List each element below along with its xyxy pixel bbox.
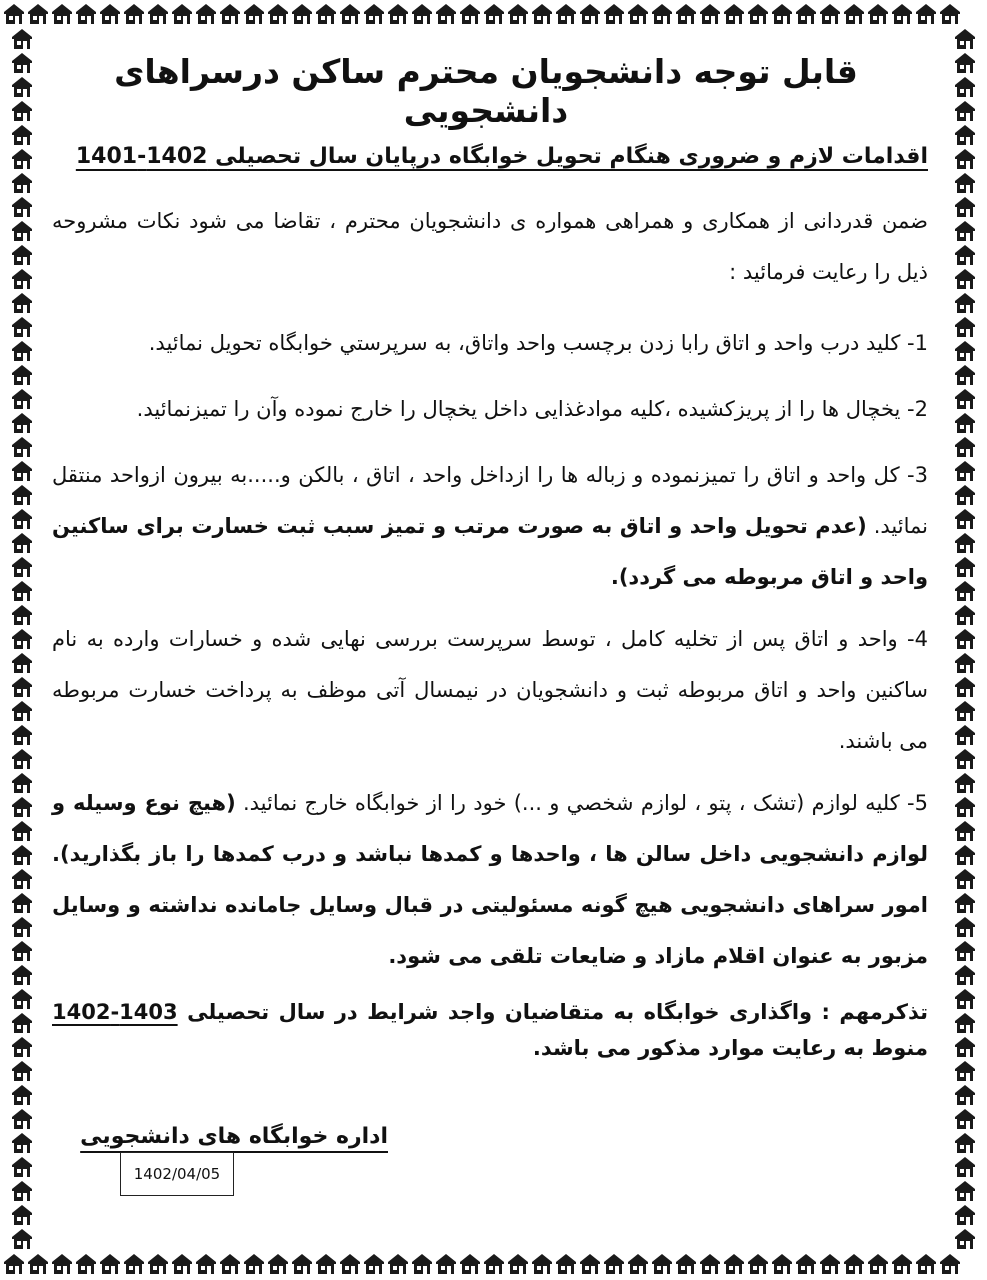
- house-icon: [12, 1157, 32, 1177]
- house-icon: [604, 1254, 624, 1274]
- house-icon: [172, 4, 192, 24]
- house-icon: [12, 581, 32, 601]
- house-icon: [955, 1181, 975, 1201]
- house-icon: [12, 125, 32, 145]
- house-icon: [955, 581, 975, 601]
- house-icon: [12, 677, 32, 697]
- house-icon: [955, 1205, 975, 1225]
- house-icon: [244, 4, 264, 24]
- house-icon: [604, 4, 624, 24]
- item-2-text: 2- یخچال ها را از پریزکشیده ،کلیه موادغذایی داخل یخچال را خارج نموده وآن را تمیزنمائید.: [136, 397, 928, 421]
- house-icon: [12, 989, 32, 1009]
- house-icon: [955, 173, 975, 193]
- house-icon: [955, 821, 975, 841]
- house-icon: [460, 1254, 480, 1274]
- house-icon: [12, 221, 32, 241]
- house-icon: [436, 4, 456, 24]
- house-icon: [76, 4, 96, 24]
- note-prefix: تذکرمهم : واگذاری خوابگاه به متقاضیان واجد شرایط در سال تحصیلی: [187, 1000, 928, 1024]
- house-icon: [700, 4, 720, 24]
- house-icon: [12, 1109, 32, 1129]
- item-2: [52, 384, 928, 435]
- house-icon: [12, 701, 32, 721]
- house-icon: [340, 4, 360, 24]
- house-icon: [955, 341, 975, 361]
- house-icon: [955, 317, 975, 337]
- house-icon: [955, 869, 975, 889]
- house-icon: [12, 413, 32, 433]
- house-icon: [292, 1254, 312, 1274]
- important-note: [52, 994, 928, 1066]
- house-icon: [955, 389, 975, 409]
- house-icon: [12, 149, 32, 169]
- house-icon: [955, 893, 975, 913]
- item-3: [52, 450, 928, 603]
- house-icon: [12, 437, 32, 457]
- house-icon: [124, 4, 144, 24]
- house-icon: [955, 1109, 975, 1129]
- house-icon: [868, 1254, 888, 1274]
- house-icon: [12, 533, 32, 553]
- house-icon: [12, 461, 32, 481]
- house-icon: [12, 629, 32, 649]
- house-icon: [955, 485, 975, 505]
- house-icon: [340, 1254, 360, 1274]
- house-icon: [916, 1254, 936, 1274]
- house-icon: [12, 917, 32, 937]
- house-icon: [12, 1085, 32, 1105]
- note-year: 1403-1402: [52, 1000, 178, 1024]
- notice-content: [48, 30, 936, 1240]
- item-5-bold: (هیچ نوع وسیله و لوازم دانشجویی داخل سالن ها ، واحدها و کمدها نباشد و درب کمدها را باز بگذارید). امور سراهای دانشجویی هیچ گونه مسئولیتی در قبال وسایل جامانده نداشته و وسایل مزبور به عنوان اقلام مازاد و ضایعات تلقی می شود.: [52, 791, 928, 968]
- house-icon: [12, 77, 32, 97]
- house-icon: [12, 773, 32, 793]
- house-icon: [580, 4, 600, 24]
- house-icon: [955, 29, 975, 49]
- house-icon: [580, 1254, 600, 1274]
- house-icon: [652, 4, 672, 24]
- house-icon: [955, 557, 975, 577]
- signature: اداره خوابگاه های دانشجویی: [80, 1124, 388, 1149]
- house-icon: [955, 749, 975, 769]
- house-icon: [12, 269, 32, 289]
- house-icon: [12, 1205, 32, 1225]
- house-icon: [148, 1254, 168, 1274]
- house-icon: [955, 461, 975, 481]
- house-icon: [12, 341, 32, 361]
- house-icon: [955, 101, 975, 121]
- house-icon: [844, 4, 864, 24]
- house-icon: [196, 4, 216, 24]
- house-icon: [955, 701, 975, 721]
- house-icon: [52, 4, 72, 24]
- house-icon: [172, 1254, 192, 1274]
- house-icon: [892, 1254, 912, 1274]
- house-icon: [955, 1229, 975, 1249]
- house-icon: [12, 389, 32, 409]
- house-icon: [12, 293, 32, 313]
- house-icon: [508, 1254, 528, 1274]
- house-icon: [955, 629, 975, 649]
- house-icon: [12, 101, 32, 121]
- house-icon: [868, 4, 888, 24]
- house-icon: [388, 1254, 408, 1274]
- house-icon: [460, 4, 480, 24]
- notice-title: قابل توجه دانشجویان محترم ساکن درسراهای دانشجویی: [114, 52, 858, 130]
- house-icon: [820, 4, 840, 24]
- item-5: [52, 778, 928, 982]
- house-icon: [724, 4, 744, 24]
- house-icon: [12, 869, 32, 889]
- house-icon: [12, 509, 32, 529]
- house-icon: [955, 917, 975, 937]
- house-icon: [955, 293, 975, 313]
- house-icon: [12, 245, 32, 265]
- notice-subtitle: اقدامات لازم و ضروری هنگام تحویل خوابگاه درپایان سال تحصیلی 1402-1401: [75, 144, 928, 169]
- house-icon: [364, 4, 384, 24]
- house-icon: [12, 941, 32, 961]
- house-icon: [12, 173, 32, 193]
- house-icon: [12, 1181, 32, 1201]
- item-4: [52, 614, 928, 767]
- item-5-text: 5- کلیه لوازم (تشک ، پتو ، لوازم شخصي و ...) خود را از خوابگاه خارج نمائید.: [242, 791, 928, 815]
- house-icon: [124, 1254, 144, 1274]
- date-box: [120, 1152, 234, 1196]
- house-icon: [955, 797, 975, 817]
- intro-paragraph: ضمن قدردانی از همکاری و همراهی همواره ی دانشجویان محترم ، تقاضا می شود نکات مشروحه ذیل را رعایت فرمائید :: [52, 209, 928, 284]
- house-icon: [12, 1133, 32, 1153]
- house-icon: [955, 725, 975, 745]
- house-icon: [12, 1037, 32, 1057]
- house-icon: [12, 1229, 32, 1249]
- house-icon: [12, 797, 32, 817]
- house-icon: [820, 1254, 840, 1274]
- item-1-text: 1- کلید درب واحد و اتاق رابا زدن برچسب واحد واتاق، به سرپرستي خوابگاه تحویل نمائید.: [148, 331, 928, 355]
- house-icon: [292, 4, 312, 24]
- house-icon: [748, 4, 768, 24]
- border-right: [947, 0, 987, 1280]
- house-icon: [12, 749, 32, 769]
- house-icon: [484, 1254, 504, 1274]
- house-icon: [955, 653, 975, 673]
- house-icon: [412, 4, 432, 24]
- house-icon: [772, 4, 792, 24]
- house-icon: [12, 725, 32, 745]
- house-icon: [955, 197, 975, 217]
- house-icon: [12, 485, 32, 505]
- house-icon: [556, 4, 576, 24]
- house-icon: [676, 4, 696, 24]
- house-icon: [556, 1254, 576, 1274]
- house-icon: [955, 1013, 975, 1033]
- house-icon: [955, 413, 975, 433]
- house-icon: [628, 4, 648, 24]
- house-icon: [652, 1254, 672, 1274]
- house-icon: [12, 557, 32, 577]
- house-icon: [532, 1254, 552, 1274]
- house-icon: [955, 365, 975, 385]
- house-icon: [955, 677, 975, 697]
- item-4-text: 4- واحد و اتاق پس از تخلیه کامل ، توسط سرپرست بررسی نهایی شده و خسارات وارده به نام ساکنین واحد و اتاق مربوطه ثبت و دانشجویان در نیمسال آتی موظف به پرداخت خسارت مربوطه می باشند.: [52, 627, 928, 753]
- house-icon: [955, 245, 975, 265]
- house-icon: [748, 1254, 768, 1274]
- house-icon: [484, 4, 504, 24]
- house-icon: [700, 1254, 720, 1274]
- house-icon: [12, 893, 32, 913]
- house-icon: [12, 1013, 32, 1033]
- house-icon: [955, 1133, 975, 1153]
- house-icon: [12, 365, 32, 385]
- house-icon: [724, 1254, 744, 1274]
- house-icon: [244, 1254, 264, 1274]
- house-icon: [955, 437, 975, 457]
- house-icon: [955, 509, 975, 529]
- house-icon: [955, 989, 975, 1009]
- house-icon: [12, 821, 32, 841]
- house-icon: [12, 53, 32, 73]
- border-left: [0, 0, 40, 1280]
- house-icon: [955, 125, 975, 145]
- house-icon: [772, 1254, 792, 1274]
- date-text: 1402/04/05: [133, 1165, 221, 1183]
- note-suffix: منوط به رعایت موارد مذکور می باشد.: [532, 1036, 928, 1060]
- house-icon: [955, 149, 975, 169]
- house-icon: [436, 1254, 456, 1274]
- house-icon: [12, 29, 32, 49]
- item-3-text: 3- کل واحد و اتاق را تمیزنموده و زباله ها را ازداخل واحد ، اتاق ، بالکن و.....به بیرون ازواحد منتقل نمائید.: [52, 463, 928, 538]
- house-icon: [508, 4, 528, 24]
- house-icon: [844, 1254, 864, 1274]
- house-icon: [955, 1157, 975, 1177]
- house-icon: [628, 1254, 648, 1274]
- house-icon: [796, 1254, 816, 1274]
- house-icon: [412, 1254, 432, 1274]
- house-icon: [76, 1254, 96, 1274]
- house-icon: [12, 605, 32, 625]
- house-icon: [955, 533, 975, 553]
- house-icon: [955, 605, 975, 625]
- house-icon: [916, 4, 936, 24]
- house-icon: [388, 4, 408, 24]
- house-icon: [955, 1061, 975, 1081]
- house-icon: [52, 1254, 72, 1274]
- house-icon: [796, 4, 816, 24]
- house-icon: [100, 4, 120, 24]
- house-icon: [955, 221, 975, 241]
- house-icon: [316, 1254, 336, 1274]
- house-icon: [955, 1085, 975, 1105]
- house-icon: [955, 773, 975, 793]
- house-icon: [12, 1061, 32, 1081]
- border-top: [0, 0, 987, 28]
- house-icon: [676, 1254, 696, 1274]
- house-icon: [955, 965, 975, 985]
- border-bottom: [0, 1250, 987, 1278]
- house-icon: [955, 53, 975, 73]
- house-icon: [148, 4, 168, 24]
- house-icon: [364, 1254, 384, 1274]
- house-icon: [955, 941, 975, 961]
- house-icon: [268, 1254, 288, 1274]
- house-icon: [955, 269, 975, 289]
- house-icon: [892, 4, 912, 24]
- house-icon: [955, 1037, 975, 1057]
- house-icon: [268, 4, 288, 24]
- house-icon: [316, 4, 336, 24]
- house-icon: [12, 845, 32, 865]
- item-3-bold: (عدم تحویل واحد و اتاق به صورت مرتب و تمیز سبب ثبت خسارت برای ساکنین واحد و اتاق مربوطه می گردد).: [52, 514, 928, 589]
- house-icon: [12, 653, 32, 673]
- house-icon: [220, 1254, 240, 1274]
- house-icon: [196, 1254, 216, 1274]
- house-icon: [12, 317, 32, 337]
- house-icon: [100, 1254, 120, 1274]
- item-1: [52, 318, 928, 369]
- house-icon: [955, 77, 975, 97]
- house-icon: [955, 845, 975, 865]
- house-icon: [532, 4, 552, 24]
- house-icon: [220, 4, 240, 24]
- house-icon: [12, 965, 32, 985]
- house-icon: [12, 197, 32, 217]
